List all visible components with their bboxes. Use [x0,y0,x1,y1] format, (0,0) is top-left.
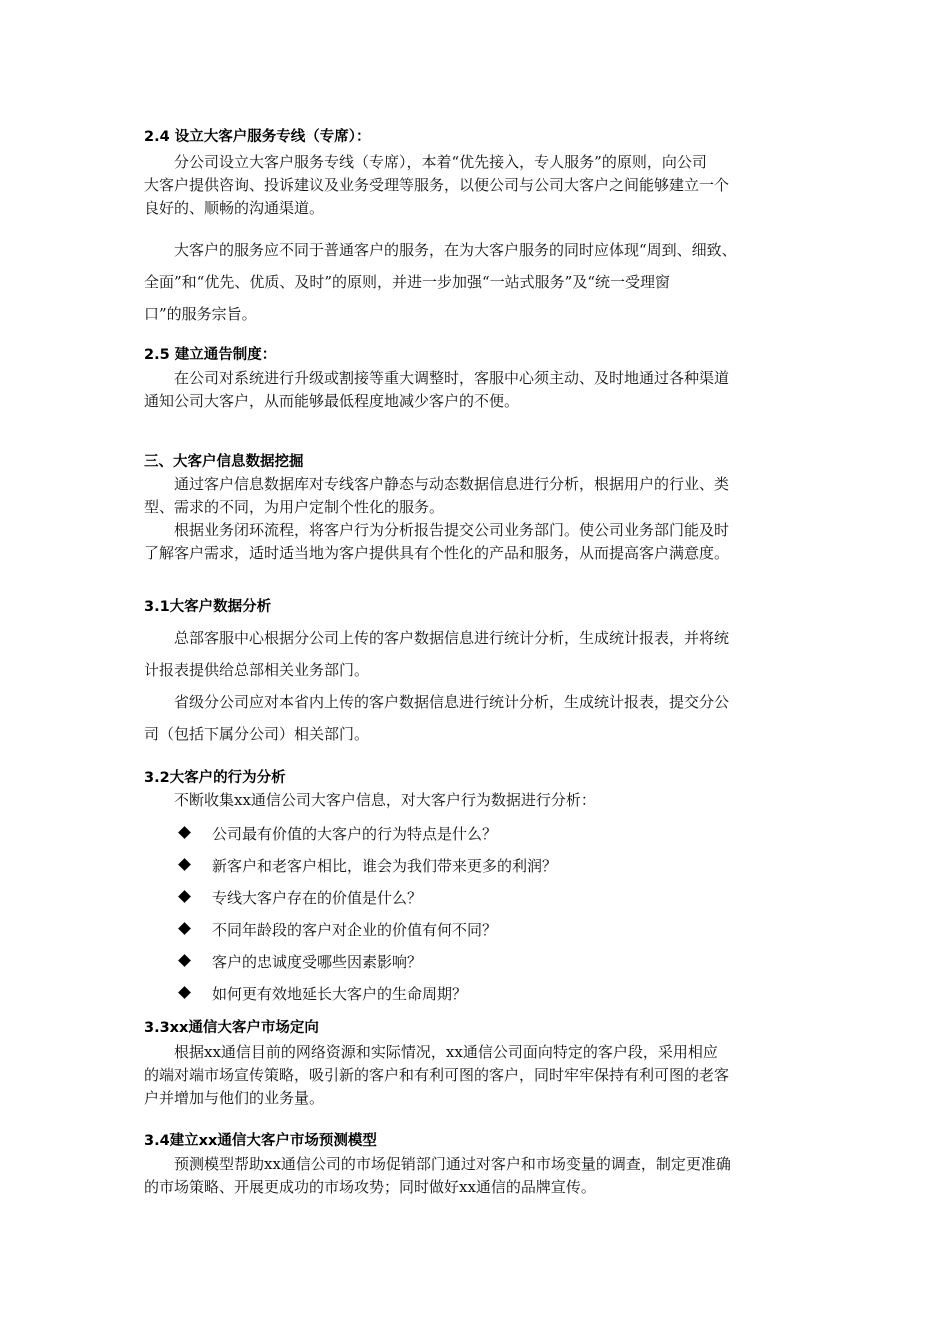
diamond-bullet-icon [178,858,191,871]
section-heading-3-2: 3.2大客户的行为分析 [144,770,286,786]
paragraph-3-1-1: 总部客服中心根据分公司上传的客户数据信息进行统计分析，生成统计报表，并将统 计报表提供给总部相关业务部门。 [144,629,730,679]
paragraph-3-2-intro: 不断收集xx通信公司大客户信息，对大客户行为数据进行分析： [144,791,596,809]
diamond-bullet-icon [178,954,191,967]
section-heading-2-4: 2.4 设立大客户服务专线（专席）： [144,129,371,145]
diamond-bullet-icon [178,986,191,999]
paragraph-2-4-2: 大客户的服务应不同于普通客户的服务，在为大客户服务的同时应体现“周到、细致、 全面”和“优先、优质、及时”的原则，并进一步加强“一站式服务”及“统一受理窗 口”的服务宗旨。 [144,241,737,323]
paragraph-3-1-2: 省级分公司应对本省内上传的客户数据信息进行统计分析，生成统计报表，提交分公 司（包括下属分公司）相关部门。 [144,693,730,743]
paragraph-2-5-1: 在公司对系统进行升级或割接等重大调整时，客服中心须主动、及时地通过各种渠道 通知公司大客户，从而能够最低程度地减少客户的不便。 [144,369,730,410]
diamond-bullet-icon [178,922,191,935]
diamond-bullet-icon [178,826,191,839]
section-heading-3: 三、大客户信息数据挖掘 [144,454,304,470]
paragraph-2-4-1: 分公司设立大客户服务专线（专席），本着“优先接入，专人服务”的原则，向公司 大客户提供咨询、投诉建议及业务受理等服务，以便公司与公司大客户之间能够建立一个 良好的、顺畅的沟通渠道。 [144,153,730,217]
section-heading-3-1: 3.1大客户数据分析 [144,599,272,615]
paragraph-3-1: 通过客户信息数据库对专线客户静态与动态数据信息进行分析，根据用户的行业、类 型、需求的不同，为用户定制个性化的服务。 根据业务闭环流程，将客户行为分析报告提交公司业务部门。使公司业务部门能及时 了解客户需求，适时适当地为客户提供具有个性化的产品和服务，从而提高客户满意度。 [144,475,730,562]
document-page: 2.4 设立大客户服务专线（专席）： 分公司设立大客户服务专线（专席），本着“优先接入，专人服务”的原则，向公司 大客户提供咨询、投诉建议及业务受理等服务，以便公司与公司大客户之间能够建立一个 良好的、顺畅的沟通渠道。 大客户的服务应不同于普通客户的服务，在为大客户服务的同时应体现“周到、细致、 全面”和“优先、优质、及时”的原则，并进一步加强“一站式服务”及“统一受理窗 口”的服务宗旨。 2.5 建立通告制度： 在公司对系统进行升级或割接等重大调整时，客服中心须主动、及时地通过各种渠道 通知公司大客户，从而能够最低程度地减少客户的不便。 三、大客户信息数据挖掘 通过客户信息数据库对专线客户静态与动态数据信息进行分析，根据用户的行业、类 型、需求的不同，为用户定制个性化的服务。 根据业务闭环流程，将客户行为分析报告提交公司业务部门。使公司业务部门能及时 了解客户需求，适时适当地为客户提供具有个性化的产品和服务，从而提高客户满意度。 3.1大客户数据分析 总部客服中心根据分公司上传的客户数据信息进行统计分析，生成统计报表，并将统 计报表提供给总部相关业务部门。 省级分公司应对本省内上传的客户数据信息进行统计分析，生成统计报表，提交分公 司（包括下属分公司）相关部门。 3.2大客户的行为分析 不断收集xx通信公司大客户信息，对大客户行为数据进行分析： 公司最有价值的大客户的行为特点是什么？ 新客户和老客户相比，谁会为我们带来更多的利润？ 专线大客户存在的价值是什么？ 不同年龄段的客户对企业的价值有何不同？ 客户的忠诚度受哪些因素影响？ 如何更有效地延长大客户的生命周期？ 3.3xx通信大客户市场定向 根据xx通信目前的网络资源和实际情况，xx通信公司面向特定的客户段，采用相应 的端对端市场宣传策略，吸引新的客户和有利可图的客户，同时牢牢保持有利可图的老客 户并增加与他们的业务量。 3.4建立xx通信大客户市场预测模型 预测模型帮助xx通信公司的市场促销部门通过对客户和市场变量的调查，制定更准确 的市场策略、开展更成功的市场攻势；同时做好xx通信的品牌宣传。 [0,0,950,1344]
paragraph-3-4-1: 预测模型帮助xx通信公司的市场促销部门通过对客户和市场变量的调查，制定更准确 的市场策略、开展更成功的市场攻势；同时做好xx通信的品牌宣传。 [144,1155,731,1196]
section-heading-3-4: 3.4建立xx通信大客户市场预测模型 [144,1133,377,1149]
section-heading-2-5: 2.5 建立通告制度： [144,347,277,363]
paragraph-3-3-1: 根据xx通信目前的网络资源和实际情况，xx通信公司面向特定的客户段，采用相应 的端对端市场宣传策略，吸引新的客户和有利可图的客户，同时牢牢保持有利可图的老客 户并增加与他们的业务量。 [144,1043,730,1107]
section-heading-3-3: 3.3xx通信大客户市场定向 [144,1020,319,1036]
diamond-bullet-icon [178,890,191,903]
